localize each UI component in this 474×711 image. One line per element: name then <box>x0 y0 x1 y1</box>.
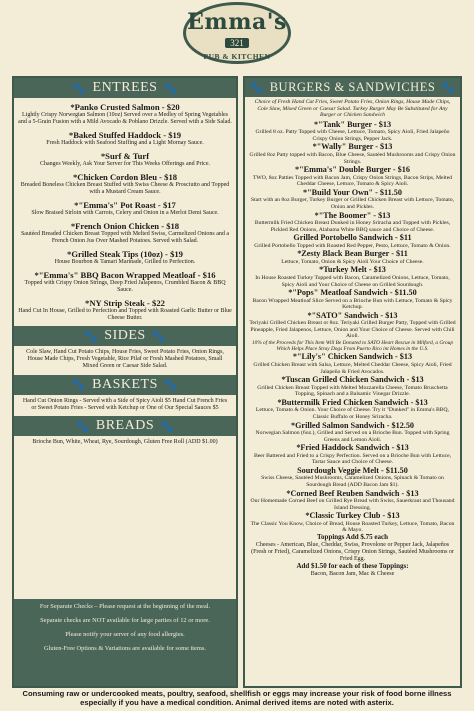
menu-item-name: *Classic Turkey Club - $13 <box>305 511 400 521</box>
breads-header <box>14 416 236 436</box>
menu-item-name: *"Build Your Own" - $11.50 <box>303 187 402 197</box>
menu-item-name: *"Emma's" BBQ Bacon Wrapped Meatloaf - $16 <box>34 270 216 280</box>
sides-header <box>14 326 236 346</box>
breads-text: Brioche Bun, White, Wheat, Rye, Sourdough, Gluten Free Roll (ADD $1.00) <box>32 439 218 446</box>
menu-item-name: *Surf & Turf <box>100 151 150 161</box>
menu-item <box>14 130 236 147</box>
menu-item <box>245 142 460 165</box>
menu-item-description: Norwegian Salmon (6oz.), Grilled and Served on a Brioche Bun. Topped with Spring Greens and Lemon Aioli. <box>255 430 450 443</box>
notes-panel <box>14 599 236 686</box>
menu-item-description: Lettuce, Tomato, Onion & Spicy Aioli Your Choice of Cheese. <box>281 258 424 265</box>
menu-item <box>14 200 236 217</box>
menu-item <box>245 375 460 398</box>
menu-item <box>245 288 460 311</box>
burgers-header <box>245 78 460 97</box>
menu-item <box>245 120 460 143</box>
menu-item-description: Beer Battered and Fried to a Crispy Perfection. Served on a Brioche Bun with Lettuce, Tartar Sauce and Choice of Cheese. <box>253 452 452 466</box>
menu-item-description: Swiss Cheese, Sautéed Mushrooms, Caramelized Onions, Spinach & Tomato on Sourdough Bread (ADD Bacon Jam $1). <box>261 475 444 488</box>
extra-toppings-title: Add $1.50 for each of these Toppings: <box>296 561 409 570</box>
menu-item <box>245 421 460 444</box>
menu-item-description: Grilled Portobello Topped with Roasted Red Pepper, Pesto, Lettuce, Tomato & Onion. <box>254 242 451 249</box>
menu-item-name: *Panko Crusted Salmon - $20 <box>70 102 180 112</box>
menu-item-description: Teriyaki Grilled Chicken Breast or 8oz. Teriyaki Grilled Burger Patty, Topped with Grilled Pineapple, Fried Jalapenos, Lettuce, Onion and Your Choice of Cheese. Served with Chili Aioli. <box>249 320 456 340</box>
menu-item <box>245 233 460 249</box>
logo-name: Emma's <box>187 9 287 35</box>
menu-item-name: *French Onion Chicken - $18 <box>70 221 180 231</box>
menu-item-description: TWO, 8oz Patties Topped with Bacon Jam, Crispy Onion Strings, Bacon Strips, Melted Cheddar Cheese, Lettuce, Tomato & Spicy Aioli. <box>252 174 453 188</box>
menu-item-description: Fresh Haddock with Seafood Stuffing and a Light Mornay Sauce. <box>46 140 204 146</box>
breads-title: BREADS <box>95 418 155 434</box>
paw-icon: 🐾 <box>160 420 175 433</box>
menu-item-name: *"Wally" Burger - $13 <box>312 142 393 152</box>
note-large-parties: Separate checks are NOT available for large parties of 12 or more. <box>40 617 210 624</box>
left-column <box>12 76 238 688</box>
menu-item-description: Bacon Wrapped Meatloaf Slice Served on a Brioche Bun with Lettuce, Tomato & Spicy Ketchup. <box>252 297 453 311</box>
baskets-title: BASKETS <box>92 376 158 392</box>
menu-item <box>245 249 460 265</box>
menu-item <box>245 466 460 489</box>
sides-title: SIDES <box>104 328 146 343</box>
logo-subtitle: PUB & KITCHEN <box>203 52 271 61</box>
menu-item-name: *"Emma's" Double Burger - $16 <box>295 165 410 175</box>
menu-item-name: *Fried Haddock Sandwich - $13 <box>296 443 409 453</box>
paw-icon: 🐾 <box>75 420 90 433</box>
paw-icon: 🐾 <box>163 379 179 392</box>
paw-icon: 🐾 <box>441 82 456 94</box>
note-gluten-free: Gluten-Free Options & Variations are available for some items. <box>44 645 206 652</box>
menu-item-name: *Tuscan Grilled Chicken Sandwich - $13 <box>281 375 424 385</box>
menu-item <box>14 102 236 126</box>
burgers-list <box>245 120 460 534</box>
menu-item-name: *Corned Beef Reuben Sandwich - $13 <box>286 488 419 498</box>
menu-item-description: Start with an 8oz Burger, Turkey Burger or Grilled Chicken Breast with Lettuce, Tomato, Onion and Pickles. <box>250 197 455 210</box>
menu-item-description: Grilled 8 oz. Patty Topped with Cheese, Lettuce, Tomato, Spicy Aioli, Fried Jalapeño Crispy Onion Strings, Pepper Jack. <box>255 129 450 142</box>
paw-icon: 🐾 <box>249 82 264 94</box>
toppings-section <box>245 534 460 578</box>
menu-item-description: Breaded Boneless Chicken Breast Stuffed with Swiss Cheese & Prosciutto and Topped with a Mustard Cream Sauce. <box>20 182 230 195</box>
menu-item-description: Sautéed Breaded Chicken Breast Topped with Melted Swiss, Carmelized Onions and a French Onion Jus Over Mashed Potatoes. Served with Salad. <box>20 231 230 244</box>
extra-toppings-text: Bacon, Bacon Jam, Mac & Cheese <box>310 570 395 577</box>
menu-item <box>245 265 460 288</box>
toppings-title: Toppings Add $.75 each <box>317 532 388 541</box>
burgers-intro: Choice of Fresh Hand Cut Fries, Sweet Potato Fries, Onion Rings, House Made Chips, Cole Slaw, Mixed Green or Caesar Salad. Turkey Burger May Be Substituted for Any Burger or Chicken Sandwich <box>254 99 451 119</box>
menu-item <box>14 249 236 266</box>
menu-item-description: Lettuce, Tomato & Onion. Your Choice of Cheese. Try it "Dunked" in Emma's BBQ, Classic Buffalo or Honey Sriracha. <box>255 407 450 420</box>
menu-item <box>245 443 460 466</box>
note-allergies: Please notify your server of any food allergies. <box>65 631 185 638</box>
menu-item-name: *"Tank" Burger - $13 <box>313 119 392 129</box>
charity-note: 10% of the Proceeds for This Item Will Be Donated to SATO Heart Rescue in Milford, a Group Which Helps Place Stray Dogs From Puerto Rico int Homes in the U.S. <box>252 340 453 353</box>
menu-item-description: Changes Weekly, Ask Your Server for This Weeks Offerings and Price. <box>39 161 210 167</box>
note-separate-checks: For Separate Checks – Please request at the beginning of the meal. <box>39 603 211 610</box>
menu-item-description: Our Homemade Corned Beef on Grilled Rye Bread with Swiss, Sauerkraut and Thousand Island Dressing. <box>250 498 455 511</box>
menu-item <box>14 151 236 168</box>
menu-item-name: *NY Strip Steak - $22 <box>85 298 165 308</box>
right-column <box>243 76 462 688</box>
menu-item <box>245 211 460 234</box>
toppings-text: Cheeses - American, Blue, Cheddar, Swiss, Provolone or Pepper Jack, Jalapeños (Fresh or Fried), Caramelized Onions, Crispy Onion Strings, Sautéed Mushrooms or Fried Egg. <box>251 541 454 562</box>
menu-item <box>245 352 460 375</box>
paw-icon: 🐾 <box>71 379 87 392</box>
logo-number: 321 <box>225 38 249 48</box>
sides-text: Cole Slaw, Hand Cut Potato Chips, House Fries, Sweet Potato Fries, Onion Rings, House Made Chips, Fresh Vegetable, Rice Pilaf or Fresh Mashed Potatoes, Small Mixed Green or Caesar Side Salad. <box>26 349 224 370</box>
paw-icon: 🐾 <box>151 330 166 343</box>
menu-item <box>245 489 460 512</box>
menu-item-name: *Grilled Steak Tips (10oz) - $19 <box>67 249 183 259</box>
menu-item-description: Hand Cut In House, Grilled to Perfection and Topped with Roasted Garlic Butter or Blue Cheese Butter. <box>18 308 232 321</box>
menu-item-description: Grilled Chicken Breast Topped with Melted Mozzarella Cheese, Tomato Bruschetta Topping, Spinach and a Balsamic Vinegar Drizzle. <box>257 384 448 398</box>
menu-item-description: Grilled Chicken Breast with Salsa, Lettuce, Melted Cheddar Cheese, Spicy Aioli, Fried Jalapeño & Fried Avocados. <box>253 361 452 375</box>
menu-item <box>245 311 460 340</box>
menu-item-name: *Zesty Black Bean Burger - $11 <box>297 249 408 259</box>
menu-item-name: *Grilled Salmon Sandwich - $12.50 <box>290 420 415 430</box>
paw-icon: 🐾 <box>84 330 99 343</box>
menu-item <box>245 188 460 211</box>
menu-item-description: The Classic You Know, Choice of Bread, House Roasted Turkey, Lettuce, Tomato, Bacon & Mayo. <box>250 520 455 534</box>
menu-item <box>245 398 460 421</box>
menu-item-description: Lightly Crispy Norwegian Salmon (10oz) Served over a Medley of Spring Vegetables and a 5-Grain Fusion with a Mild Avocado & Poblano Drizzle. Served with a Side Salad. <box>18 112 232 125</box>
restaurant-logo <box>183 2 291 64</box>
baskets-header <box>14 375 236 395</box>
paw-icon: 🐾 <box>163 82 178 95</box>
food-safety-disclaimer: Consuming raw or undercooked meats, poultry, seafood, shellfish or eggs may increase your risk of food borne illness especially if you have a medical condition. Animal derived items are noted with asterix. <box>22 689 452 707</box>
menu-item <box>245 165 460 188</box>
menu-item-name: *Chicken Cordon Bleu - $18 <box>72 172 178 182</box>
menu-item <box>14 172 236 196</box>
menu-item-description: House Bourbon & Tamari Marinade, Grilled to Perfection. <box>54 259 196 265</box>
baskets-text: Hand Cut Onion Rings - Served with a Side of Spicy Aioli $5 Hand Cut French Fries or Sweet Potato Fries - Served with Ketchup or One of Our Special Sauces $5 <box>22 397 228 411</box>
entrees-list <box>14 102 236 322</box>
menu-item-name: *"Pops" Meatloaf Sandwich - $11.50 <box>288 288 417 298</box>
menu-item-description: In House Roasted Turkey Topped with Bacon, Caramelized Onions, Lettuce, Tomato, Spicy Aioli and Your Choice of Cheese on Grilled Sourdough. <box>255 274 450 288</box>
menu-item-name: *"The Boomer" - $13 <box>314 210 391 220</box>
menu-item-name: *"Lily's" Chicken Sandwich - $13 <box>292 352 413 362</box>
menu-item <box>14 298 236 322</box>
entrees-header <box>14 78 236 98</box>
menu-item-name: *Turkey Melt - $13 <box>319 265 386 275</box>
menu-item <box>14 221 236 245</box>
entrees-title: ENTREES <box>92 80 158 95</box>
menu-item-description: Topped with Crispy Onion Strings, Deep Fried Jalapenos, Crumbled Bacon & BBQ Sauce. <box>24 280 226 293</box>
menu-item-name: *Baked Stuffed Haddock - $19 <box>68 130 182 140</box>
menu-item-name: *Buttermilk Fried Chicken Sandwich - $13 <box>277 397 428 407</box>
paw-icon: 🐾 <box>72 82 87 95</box>
menu-item-name: *"SATO" Sandwich - $13 <box>307 310 398 320</box>
menu-item-name: Grilled Portobello Sandwich - $11 <box>293 233 412 243</box>
burgers-title: BURGERS & SANDWICHES <box>269 80 436 94</box>
menu-item-name: Sourdough Veggie Melt - $11.50 <box>297 465 408 475</box>
menu-item <box>245 511 460 534</box>
menu-item <box>14 270 236 294</box>
menu-item-description: Grilled 8oz Patty topped with Bacon, Blue Cheese, Sautéed Mushrooms and Crispy Onion Strings. <box>249 151 456 165</box>
menu-item-name: *"Emma's" Pot Roast - $17 <box>74 200 176 210</box>
menu-item-description: Buttermilk Fried Chicken Breast Dunked in Honey Sriracha and Topped with Pickles, Pickled Red Onions, Alabama White BBQ sauce and Choice of Cheese. <box>254 220 451 233</box>
menu-item-description: Slow Braised Sirloin with Carrots, Celery and Onion in a Merlot Demi Sauce. <box>31 210 219 216</box>
